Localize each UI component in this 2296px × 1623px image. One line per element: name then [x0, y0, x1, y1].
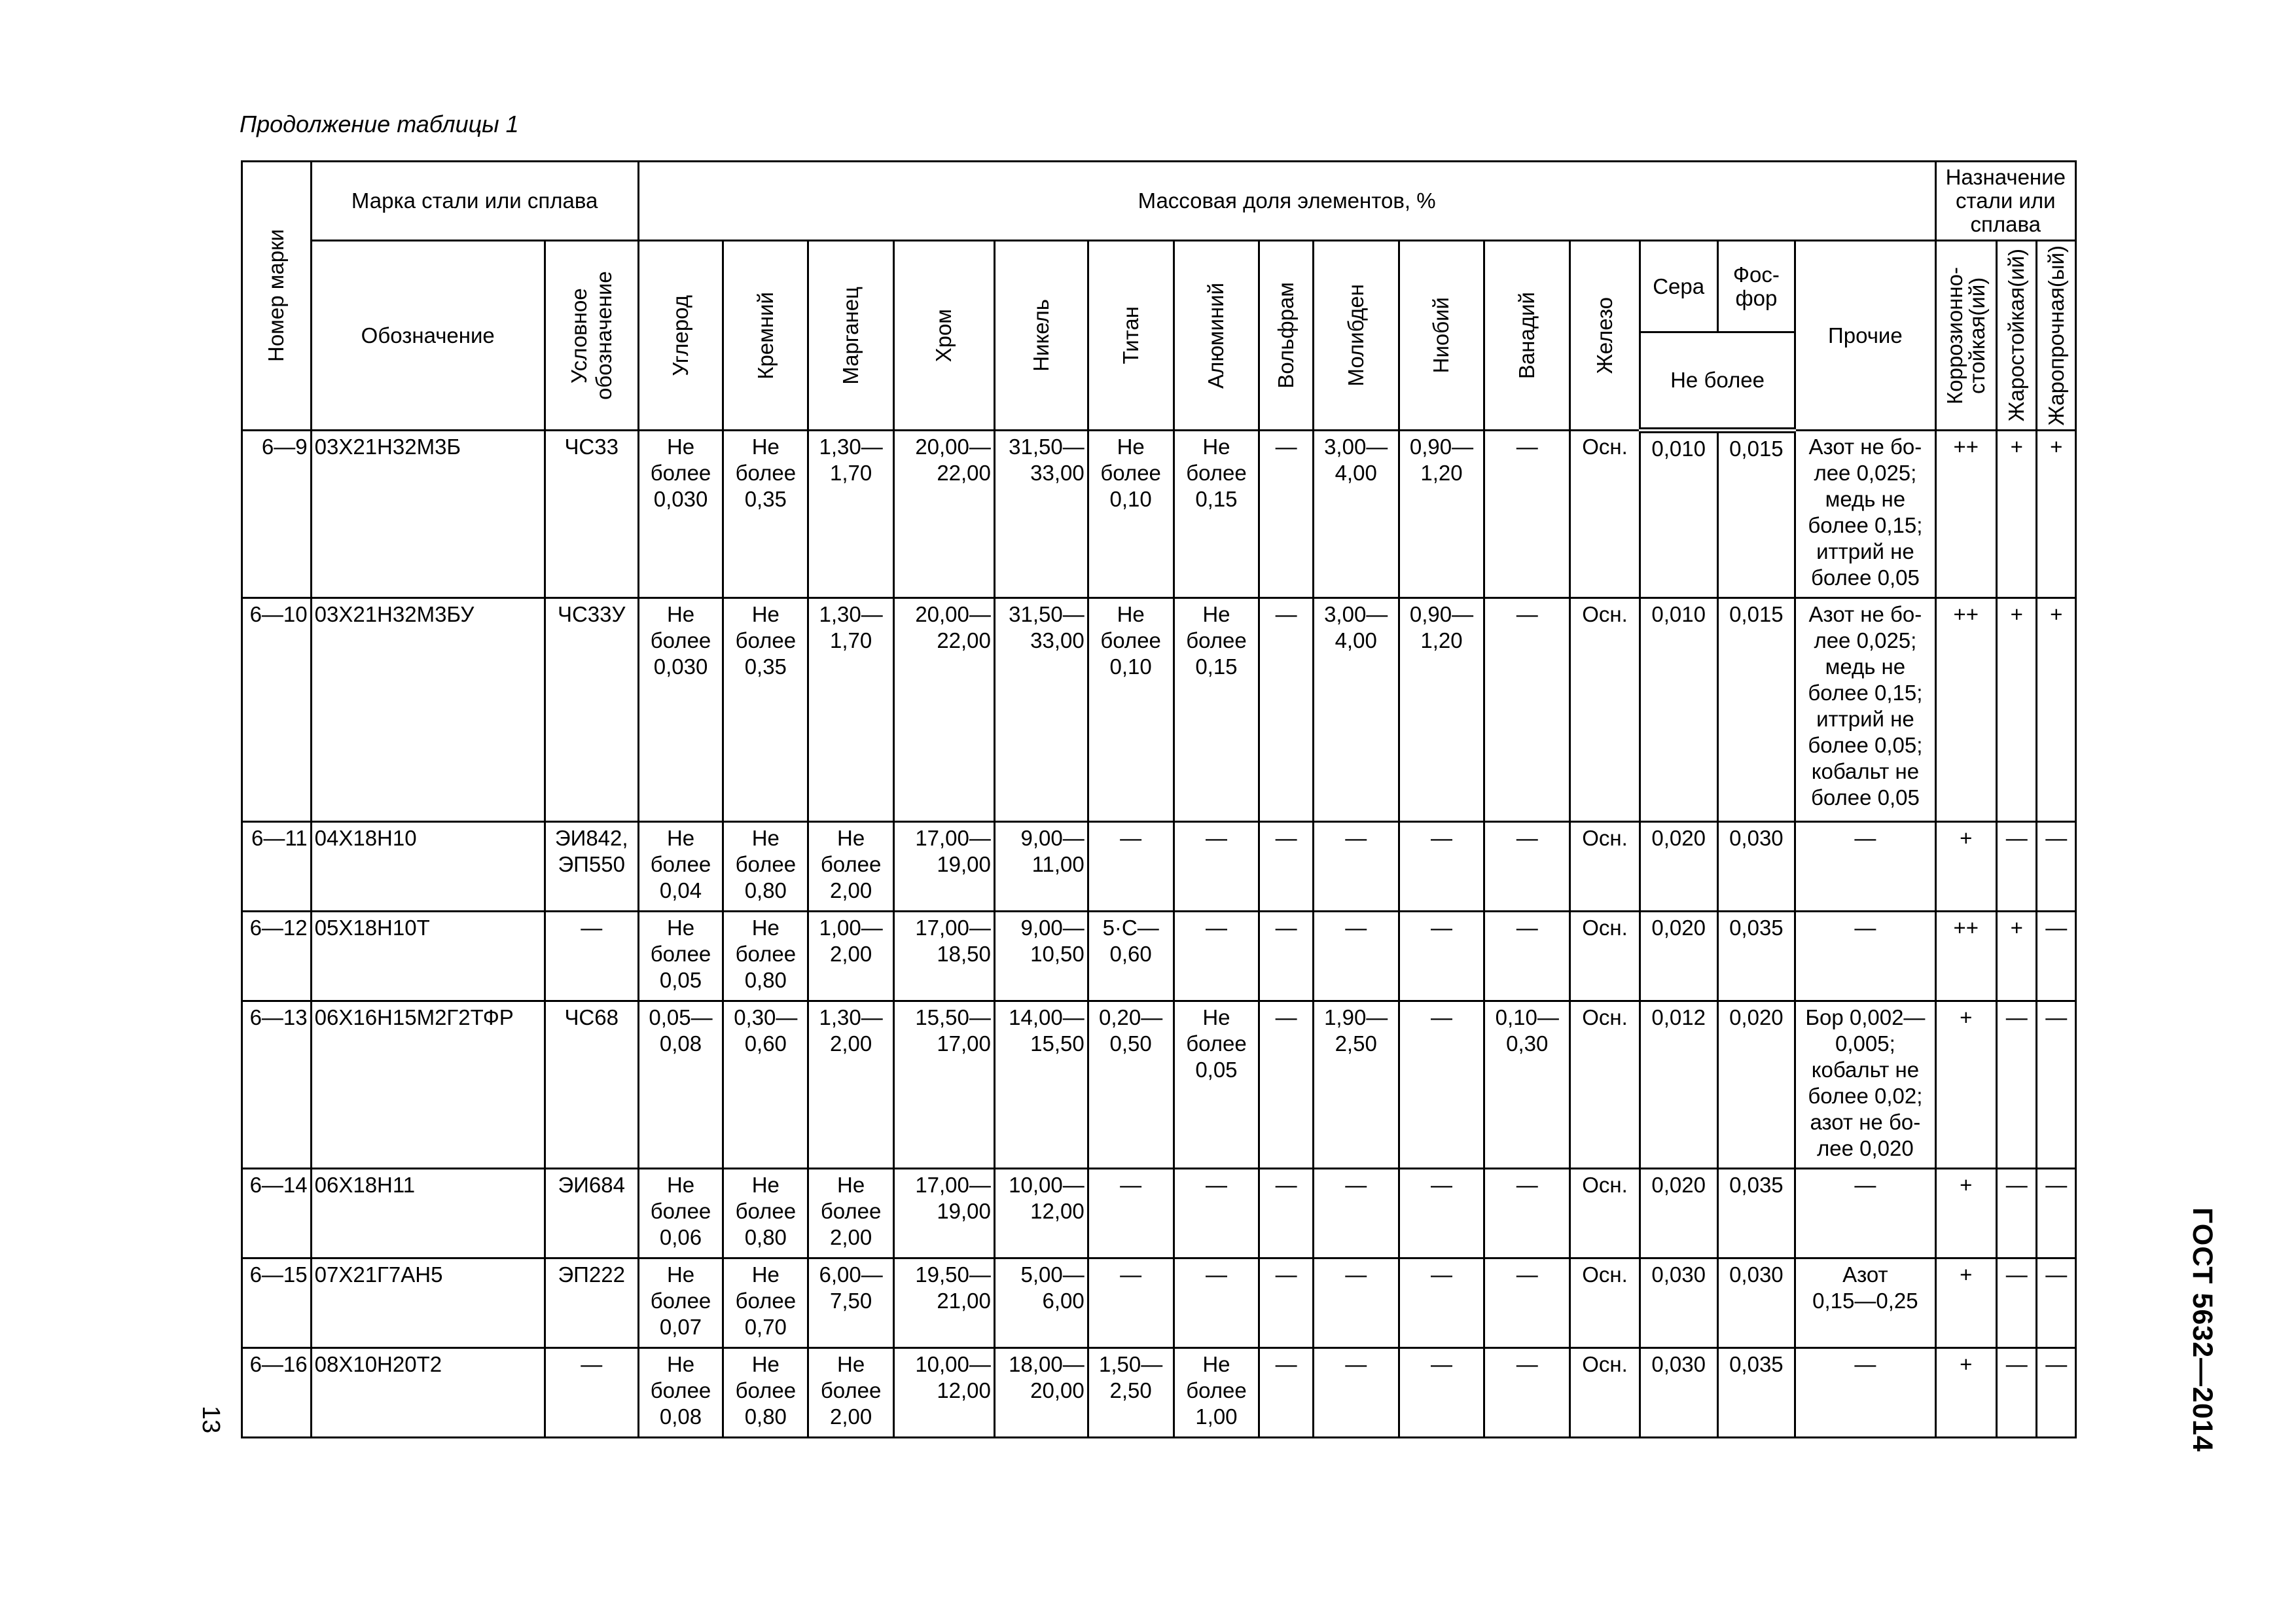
cell-titanium: — — [1088, 1169, 1174, 1258]
cell-tungsten: — — [1259, 1169, 1313, 1258]
cell-phosphorus: 0,035 — [1717, 1348, 1795, 1438]
cell-titanium: Не более 0,10 — [1088, 598, 1174, 822]
cell-other: — — [1795, 822, 1935, 912]
header-niobium: Ниобий — [1399, 241, 1484, 431]
cell-aluminum: — — [1174, 822, 1259, 912]
cell-niobium: — — [1399, 1001, 1484, 1169]
cell-sulfur: 0,020 — [1640, 1169, 1717, 1258]
cell-nickel: 5,00— 6,00 — [994, 1258, 1088, 1348]
cell-grade: 03Х21Н32М3Б — [311, 431, 545, 598]
header-conventional: Условное обозначение — [545, 241, 638, 431]
cell-corrosion: ++ — [1935, 912, 1997, 1001]
cell-conventional: ЭИ842, ЭП550 — [545, 822, 638, 912]
cell-carbon: Не более 0,04 — [638, 822, 723, 912]
cell-high-temp-strength: — — [2037, 1001, 2076, 1169]
cell-conventional: ЧС33У — [545, 598, 638, 822]
cell-manganese: 1,30— 1,70 — [808, 431, 894, 598]
header-aluminum: Алюминий — [1174, 241, 1259, 431]
cell-titanium: 1,50— 2,50 — [1088, 1348, 1174, 1438]
header-carbon: Углерод — [638, 241, 723, 431]
header-other: Прочие — [1795, 241, 1935, 431]
header-high-temp-strength: Жаропрочная(ый) — [2037, 241, 2076, 431]
cell-molybdenum: — — [1313, 1169, 1399, 1258]
cell-high-temp-strength: + — [2037, 431, 2076, 598]
cell-carbon: 0,05— 0,08 — [638, 1001, 723, 1169]
cell-manganese: 1,30— 1,70 — [808, 598, 894, 822]
cell-sulfur: 0,012 — [1640, 1001, 1717, 1169]
cell-carbon: Не более 0,030 — [638, 431, 723, 598]
cell-phosphorus: 0,015 — [1717, 598, 1795, 822]
cell-tungsten: — — [1259, 912, 1313, 1001]
cell-tungsten: — — [1259, 1258, 1313, 1348]
cell-number: 6—14 — [242, 1169, 312, 1258]
header-purpose-group: Назначение стали или сплава — [1935, 162, 2075, 241]
cell-molybdenum: 1,90— 2,50 — [1313, 1001, 1399, 1169]
cell-phosphorus: 0,035 — [1717, 1169, 1795, 1258]
cell-manganese: 1,00— 2,00 — [808, 912, 894, 1001]
cell-aluminum: Не более 0,05 — [1174, 1001, 1259, 1169]
cell-number: 6—10 — [242, 598, 312, 822]
cell-niobium: — — [1399, 1258, 1484, 1348]
table-row — [242, 1348, 2076, 1438]
cell-silicon: Не более 0,35 — [723, 598, 808, 822]
cell-nickel: 14,00— 15,50 — [994, 1001, 1088, 1169]
cell-aluminum: Не более 0,15 — [1174, 598, 1259, 822]
cell-number: 6—11 — [242, 822, 312, 912]
cell-high-temp-strength: — — [2037, 912, 2076, 1001]
cell-phosphorus: 0,035 — [1717, 912, 1795, 1001]
cell-tungsten: — — [1259, 1001, 1313, 1169]
cell-conventional: — — [545, 1348, 638, 1438]
table-caption: Продолжение таблицы 1 — [240, 111, 519, 137]
cell-carbon: Не более 0,07 — [638, 1258, 723, 1348]
cell-carbon: Не более 0,05 — [638, 912, 723, 1001]
cell-chromium: 17,00— 19,00 — [893, 822, 994, 912]
cell-aluminum: — — [1174, 1258, 1259, 1348]
cell-chromium: 19,50— 21,00 — [893, 1258, 994, 1348]
cell-vanadium: — — [1484, 1348, 1570, 1438]
cell-manganese: 6,00— 7,50 — [808, 1258, 894, 1348]
cell-chromium: 17,00— 18,50 — [893, 912, 994, 1001]
cell-high-temp-strength: — — [2037, 822, 2076, 912]
cell-silicon: Не более 0,35 — [723, 431, 808, 598]
cell-other: — — [1795, 1169, 1935, 1258]
cell-iron: Осн. — [1570, 431, 1640, 598]
cell-heat-resistant: — — [1997, 1169, 2037, 1258]
cell-heat-resistant: — — [1997, 1001, 2037, 1169]
cell-iron: Осн. — [1570, 912, 1640, 1001]
cell-grade: 03Х21Н32М3БУ — [311, 598, 545, 822]
cell-sulfur: 0,030 — [1640, 1258, 1717, 1348]
header-titanium: Титан — [1088, 241, 1174, 431]
cell-manganese: Не более 2,00 — [808, 1348, 894, 1438]
cell-conventional: ЭИ684 — [545, 1169, 638, 1258]
cell-vanadium: — — [1484, 822, 1570, 912]
page-number: 13 — [197, 1406, 224, 1434]
cell-conventional: — — [545, 912, 638, 1001]
header-iron: Железо — [1570, 241, 1640, 431]
cell-manganese: Не более 2,00 — [808, 1169, 894, 1258]
cell-aluminum: — — [1174, 912, 1259, 1001]
cell-niobium: — — [1399, 822, 1484, 912]
cell-vanadium: — — [1484, 1169, 1570, 1258]
cell-titanium: Не более 0,10 — [1088, 431, 1174, 598]
cell-niobium: 0,90— 1,20 — [1399, 598, 1484, 822]
cell-titanium: 0,20— 0,50 — [1088, 1001, 1174, 1169]
cell-sulfur: 0,020 — [1640, 912, 1717, 1001]
cell-niobium: — — [1399, 912, 1484, 1001]
cell-carbon: Не более 0,08 — [638, 1348, 723, 1438]
cell-manganese: 1,30— 2,00 — [808, 1001, 894, 1169]
cell-iron: Осн. — [1570, 1348, 1640, 1438]
cell-titanium: — — [1088, 1258, 1174, 1348]
cell-molybdenum: 3,00— 4,00 — [1313, 598, 1399, 822]
cell-other: Азот не бо- лее 0,025; медь не более 0,15; иттрий не более 0,05 — [1795, 431, 1935, 598]
cell-sulfur: 0,020 — [1640, 822, 1717, 912]
cell-high-temp-strength: — — [2037, 1169, 2076, 1258]
cell-phosphorus: 0,030 — [1717, 1258, 1795, 1348]
cell-chromium: 20,00— 22,00 — [893, 431, 994, 598]
cell-carbon: Не более 0,030 — [638, 598, 723, 822]
cell-molybdenum: — — [1313, 1348, 1399, 1438]
cell-chromium: 10,00— 12,00 — [893, 1348, 994, 1438]
cell-conventional: ЧС68 — [545, 1001, 638, 1169]
cell-silicon: Не более 0,80 — [723, 1169, 808, 1258]
cell-silicon: Не более 0,80 — [723, 1348, 808, 1438]
cell-aluminum: Не более 1,00 — [1174, 1348, 1259, 1438]
header-not-more: Не более — [1640, 332, 1795, 431]
table-row — [242, 912, 2076, 1001]
cell-silicon: Не более 0,70 — [723, 1258, 808, 1348]
cell-chromium: 17,00— 19,00 — [893, 1169, 994, 1258]
cell-number: 6—9 — [242, 431, 312, 598]
cell-chromium: 20,00— 22,00 — [893, 598, 994, 822]
cell-molybdenum: 3,00— 4,00 — [1313, 431, 1399, 598]
cell-number: 6—16 — [242, 1348, 312, 1438]
cell-carbon: Не более 0,06 — [638, 1169, 723, 1258]
header-manganese: Марганец — [808, 241, 894, 431]
cell-other: Бор 0,002— 0,005; кобальт не более 0,02; азот не бо- лее 0,020 — [1795, 1001, 1935, 1169]
cell-vanadium: — — [1484, 1258, 1570, 1348]
cell-tungsten: — — [1259, 1348, 1313, 1438]
cell-sulfur: 0,010 — [1640, 598, 1717, 822]
cell-heat-resistant: + — [1997, 598, 2037, 822]
cell-iron: Осн. — [1570, 1169, 1640, 1258]
header-mass-group: Массовая доля элементов, % — [638, 162, 1935, 241]
cell-high-temp-strength: + — [2037, 598, 2076, 822]
cell-grade: 06Х16Н15М2Г2ТФР — [311, 1001, 545, 1169]
cell-other: Азот не бо- лее 0,025; медь не более 0,15; иттрий не более 0,05; кобальт не более 0,05 — [1795, 598, 1935, 822]
cell-vanadium: 0,10— 0,30 — [1484, 1001, 1570, 1169]
cell-other: — — [1795, 1348, 1935, 1438]
header-phosphorus: Фос- фор — [1717, 241, 1795, 332]
cell-tungsten: — — [1259, 431, 1313, 598]
cell-silicon: Не более 0,80 — [723, 912, 808, 1001]
header-silicon: Кремний — [723, 241, 808, 431]
cell-nickel: 18,00— 20,00 — [994, 1348, 1088, 1438]
header-grade-group: Марка стали или сплава — [311, 162, 638, 241]
cell-vanadium: — — [1484, 912, 1570, 1001]
header-number: Номер марки — [242, 162, 312, 431]
cell-tungsten: — — [1259, 822, 1313, 912]
cell-molybdenum: — — [1313, 1258, 1399, 1348]
cell-number: 6—12 — [242, 912, 312, 1001]
header-molybdenum: Молибден — [1313, 241, 1399, 431]
cell-niobium: — — [1399, 1169, 1484, 1258]
cell-phosphorus: 0,030 — [1717, 822, 1795, 912]
cell-phosphorus: 0,015 — [1717, 431, 1795, 598]
table-row — [242, 1169, 2076, 1258]
cell-aluminum: Не более 0,15 — [1174, 431, 1259, 598]
header-designation: Обозначение — [311, 241, 545, 431]
composition-table — [241, 160, 2077, 1438]
cell-niobium: 0,90— 1,20 — [1399, 431, 1484, 598]
cell-other: Азот 0,15—0,25 — [1795, 1258, 1935, 1348]
cell-corrosion: + — [1935, 1348, 1997, 1438]
cell-nickel: 10,00— 12,00 — [994, 1169, 1088, 1258]
header-vanadium: Ванадий — [1484, 241, 1570, 431]
cell-tungsten: — — [1259, 598, 1313, 822]
cell-titanium: 5·С— 0,60 — [1088, 912, 1174, 1001]
cell-niobium: — — [1399, 1348, 1484, 1438]
cell-corrosion: + — [1935, 1258, 1997, 1348]
cell-heat-resistant: — — [1997, 1258, 2037, 1348]
cell-chromium: 15,50— 17,00 — [893, 1001, 994, 1169]
table-row — [242, 1258, 2076, 1348]
cell-other: — — [1795, 912, 1935, 1001]
table-row — [242, 822, 2076, 912]
cell-iron: Осн. — [1570, 598, 1640, 822]
cell-aluminum: — — [1174, 1169, 1259, 1258]
table-row — [242, 598, 2076, 822]
header-chromium: Хром — [893, 241, 994, 431]
cell-sulfur: 0,010 — [1640, 431, 1717, 598]
cell-high-temp-strength: — — [2037, 1258, 2076, 1348]
table-row — [242, 431, 2076, 598]
cell-molybdenum: — — [1313, 822, 1399, 912]
cell-number: 6—15 — [242, 1258, 312, 1348]
cell-molybdenum: — — [1313, 912, 1399, 1001]
cell-corrosion: + — [1935, 1169, 1997, 1258]
cell-grade: 04Х18Н10 — [311, 822, 545, 912]
cell-number: 6—13 — [242, 1001, 312, 1169]
header-corrosion: Коррозионно- стойкая(ий) — [1935, 241, 1997, 431]
cell-corrosion: + — [1935, 1001, 1997, 1169]
cell-iron: Осн. — [1570, 1258, 1640, 1348]
cell-grade: 06Х18Н11 — [311, 1169, 545, 1258]
cell-phosphorus: 0,020 — [1717, 1001, 1795, 1169]
cell-conventional: ЭП222 — [545, 1258, 638, 1348]
cell-nickel: 9,00— 11,00 — [994, 822, 1088, 912]
cell-sulfur: 0,030 — [1640, 1348, 1717, 1438]
cell-silicon: Не более 0,80 — [723, 822, 808, 912]
header-tungsten: Вольфрам — [1259, 241, 1313, 431]
cell-corrosion: ++ — [1935, 598, 1997, 822]
cell-vanadium: — — [1484, 431, 1570, 598]
header-sulfur: Сера — [1640, 241, 1717, 332]
cell-nickel: 31,50— 33,00 — [994, 598, 1088, 822]
cell-titanium: — — [1088, 822, 1174, 912]
cell-silicon: 0,30— 0,60 — [723, 1001, 808, 1169]
cell-iron: Осн. — [1570, 822, 1640, 912]
cell-corrosion: ++ — [1935, 431, 1997, 598]
cell-grade: 07Х21Г7АН5 — [311, 1258, 545, 1348]
cell-iron: Осн. — [1570, 1001, 1640, 1169]
cell-corrosion: + — [1935, 822, 1997, 912]
header-nickel: Никель — [994, 241, 1088, 431]
cell-nickel: 31,50— 33,00 — [994, 431, 1088, 598]
cell-nickel: 9,00— 10,50 — [994, 912, 1088, 1001]
standard-title: ГОСТ 5632—2014 — [2187, 1207, 2218, 1452]
cell-manganese: Не более 2,00 — [808, 822, 894, 912]
cell-vanadium: — — [1484, 598, 1570, 822]
table-row — [242, 1001, 2076, 1169]
cell-heat-resistant: + — [1997, 912, 2037, 1001]
cell-heat-resistant: — — [1997, 822, 2037, 912]
cell-conventional: ЧС33 — [545, 431, 638, 598]
cell-grade: 08Х10Н20Т2 — [311, 1348, 545, 1438]
cell-heat-resistant: + — [1997, 431, 2037, 598]
header-heat-resistant: Жаростойкая(ий) — [1997, 241, 2037, 431]
cell-heat-resistant: — — [1997, 1348, 2037, 1438]
cell-high-temp-strength: — — [2037, 1348, 2076, 1438]
cell-grade: 05Х18Н10Т — [311, 912, 545, 1001]
